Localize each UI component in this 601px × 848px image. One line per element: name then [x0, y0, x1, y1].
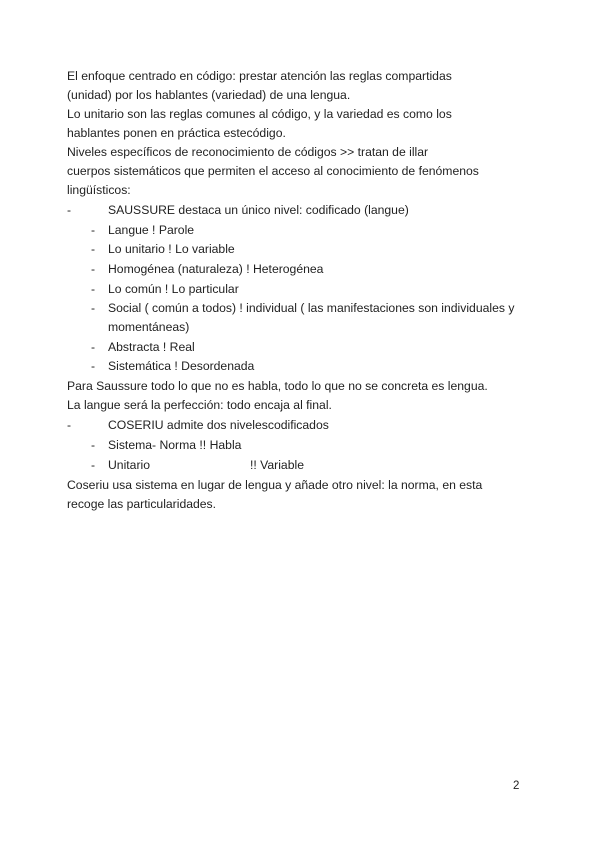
list-item: Langue ! Parole: [108, 223, 195, 237]
list-dash: -: [91, 438, 96, 452]
list-dash: -: [91, 262, 96, 276]
list-dash: -: [91, 301, 96, 315]
list-item: Unitario: [108, 458, 150, 472]
paragraph-line: Para Saussure todo lo que no es habla, todo lo que no se concreta es lengua.: [67, 379, 488, 393]
paragraph-line: Coseriu usa sistema en lugar de lengua y añade otro nivel: la norma, en esta: [67, 478, 483, 492]
list-dash: -: [91, 223, 96, 237]
paragraph-line: (unidad) por los hablantes (variedad) de una lengua.: [67, 88, 351, 102]
list-item: Sistema- Norma !! Habla: [108, 438, 242, 452]
paragraph-line: El enfoque centrado en código: prestar atención las reglas compartidas: [67, 69, 452, 83]
list-dash: -: [67, 203, 72, 217]
paragraph-line: Niveles específicos de reconocimiento de códigos >> tratan de illar: [67, 145, 429, 159]
list-item: Sistemática ! Desordenada: [108, 359, 255, 373]
paragraph-line: recoge las particularidades.: [67, 497, 217, 511]
list-item: Lo unitario ! Lo variable: [108, 242, 235, 256]
list-dash: -: [91, 359, 96, 373]
paragraph-line: lingüísticos:: [67, 183, 131, 197]
paragraph-line: hablantes ponen en práctica estecódigo.: [67, 126, 286, 140]
list-dash: -: [91, 458, 96, 472]
coseriu-heading: COSERIU admite dos nivelescodificados: [108, 418, 329, 432]
paragraph-line: La langue será la perfección: todo encaja al final.: [67, 398, 332, 412]
list-item: Social ( común a todos) ! individual ( las manifestaciones son individuales y: [108, 301, 515, 315]
page-number: 2: [513, 780, 520, 792]
list-item-tabbed-value: !! Variable: [250, 458, 304, 472]
list-item-continuation: momentáneas): [108, 320, 190, 334]
list-dash: -: [91, 340, 96, 354]
list-dash: -: [91, 242, 96, 256]
saussure-heading: SAUSSURE destaca un único nivel: codificado (langue): [108, 203, 409, 217]
paragraph-line: cuerpos sistemáticos que permiten el acceso al conocimiento de fenómenos: [67, 164, 479, 178]
list-item: Abstracta ! Real: [108, 340, 195, 354]
list-item: Homogénea (naturaleza) ! Heterogénea: [108, 262, 324, 276]
list-item: Lo común ! Lo particular: [108, 282, 239, 296]
list-dash: -: [67, 418, 72, 432]
paragraph-line: Lo unitario son las reglas comunes al código, y la variedad es como los: [67, 107, 452, 121]
list-dash: -: [91, 282, 96, 296]
